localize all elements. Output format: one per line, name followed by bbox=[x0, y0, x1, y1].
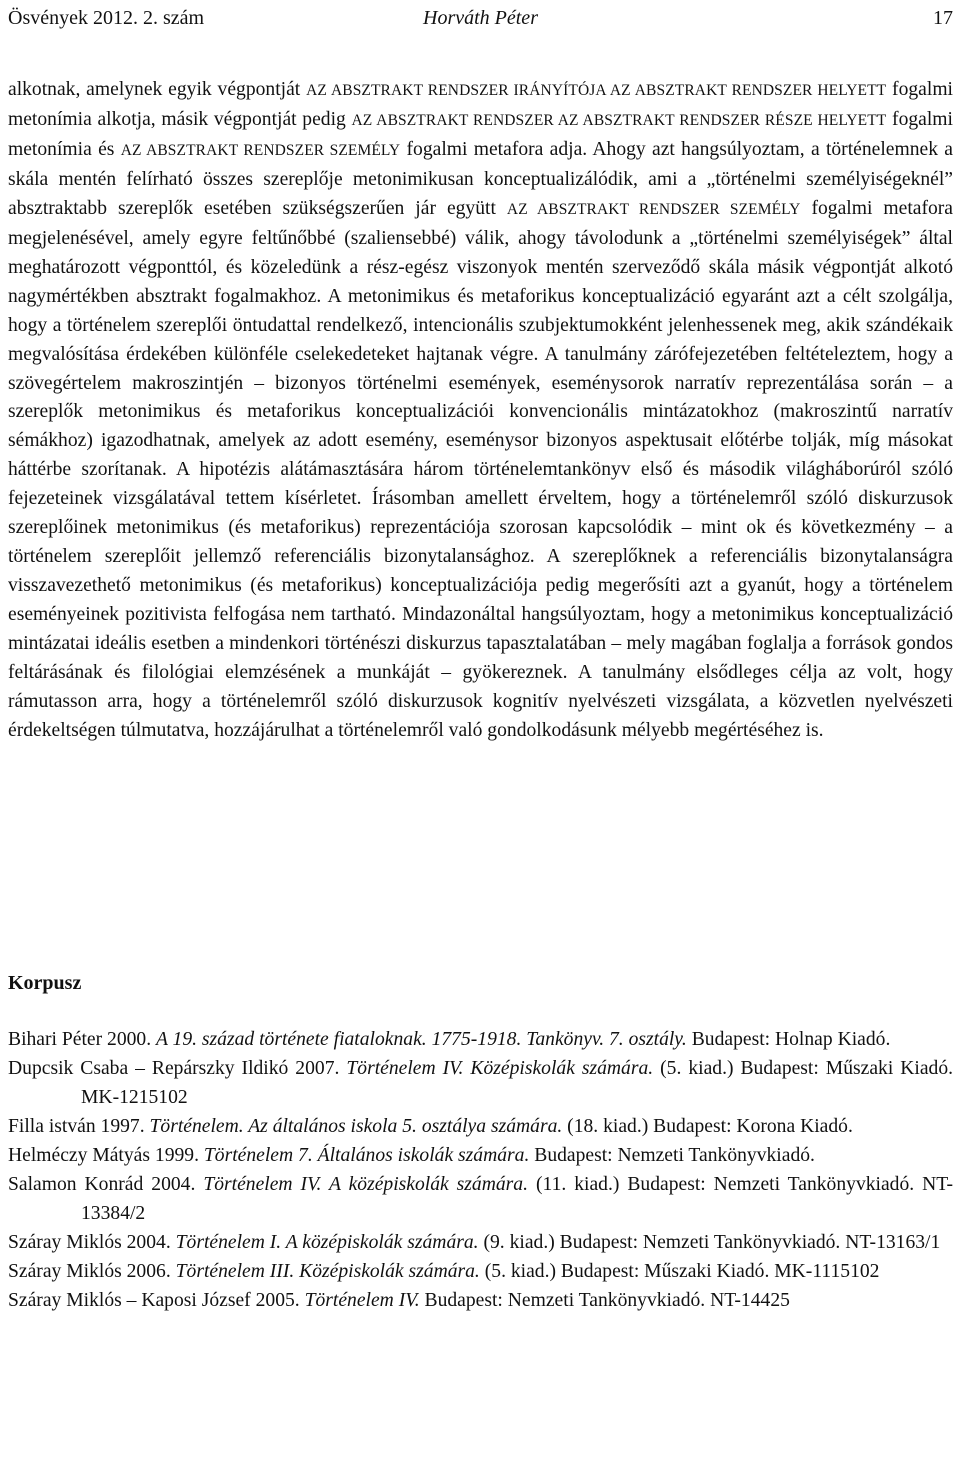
ref-title: Történelem IV. A középiskolák számára. bbox=[203, 1174, 528, 1195]
text-run: alkotnak, amelynek egyik végpontját bbox=[8, 79, 307, 100]
text-run: fogalmi metonímia alkotja, másik végpontját pedig bbox=[8, 79, 953, 130]
ref-title: Történelem IV. Középiskolák számára. bbox=[346, 1058, 654, 1079]
page-header bbox=[8, 3, 953, 33]
section-heading: Korpusz bbox=[8, 972, 82, 994]
small-caps-term: AZ ABSZTRAKT RENDSZER IRÁNYÍTÓJA AZ ABSZTRAKT RENDSZER HELYETT bbox=[306, 82, 887, 99]
ref-title: Történelem IV. bbox=[304, 1290, 420, 1311]
small-caps-term: AZ ABSZTRAKT RENDSZER SZEMÉLY bbox=[506, 200, 801, 218]
text-run: fogalmi metonímia és bbox=[8, 108, 953, 160]
small-caps-term: AZ ABSZTRAKT RENDSZER SZEMÉLY bbox=[120, 141, 401, 159]
ref-author: Száray Miklós 2004. bbox=[8, 1232, 176, 1253]
text-run: fogalmi metafora adja. Ahogy azt hangsúlyoztam, a történelemnek a skála mentén felírható összes szereplője metonimikusan konceptualizálódik, ami a „történelmi személyiségeknél” absztraktabb szereplők esetében szükségszerűen jár együtt bbox=[8, 138, 953, 219]
reference-item bbox=[8, 1286, 953, 1315]
ref-title: A 19. század története fiataloknak. 1775-1918. Tankönyv. 7. osztály. bbox=[156, 1029, 687, 1050]
text-run: fogalmi metafora megjelenésével, amely egyre feltűnőbbé (szaliensebbé) válik, ahogy távolodunk a „történelmi személyiségek” által meghatározott végponttól, és közeledünk a rész-egész viszonyok mentén szerveződő skála másik végpontját alkotó nagymértékben absztrakt fogalmakhoz. A metonimikus és metaforikus konceptualizáció egyaránt azt a célt szolgálja, hogy a történelem szereplői öntudattal rendelkező, intencionális szubjektumokként jelenhessenek meg, akik szándékaik megvalósítása érdekében különféle cselekedeteket hajtanak végre. A tanulmány zárófejezetében feltételeztem, hogy a szövegértelem makroszintjén – bizonyos történelmi események, eseménysorok narratív reprezentálása során – a szereplők metonimikus és metaforikus konceptualizációi konvencionális mintázatokhoz (makroszintű narratív sémákhoz) igazodhatnak, amelyek az adott esemény, eseménysor bizonyos aspektusait előtérbe tolják, míg másokat háttérbe szorítanak. A hipotézis alátámasztására három történelemtankönyv első és második világháborúról szóló fejezeteinek vizsgálatával tettem kísérletet. Írásomban amellett érveltem, hogy a történelemről szóló diskurzusok szereplőinek metonimikus (és metaforikus) reprezentációja szorosan kapcsolódik – mint ok és következmény – a történelem szereplőit jellemző referenciális bizonytalansághoz. A szereplőknek a referenciális bizonytalanságra visszavezethető metonimikus (és metaforikus) konceptualizációja pedig megerősíti azt a gyanút, hogy a történelem eseményeinek pozitivista felfogása nem tartható. Mindazonáltal hangsúlyoztam, hogy a metonimikus konceptualizáció mintázatai ideális esetben a mindenkori történészi diskurzus tapasztalatában – mely magában foglalja a források gondos feltárásának és filológiai elemzésének a munkáját – gyökereznek. A tanulmány elsődleges célja az volt, hogy rámutasson arra, hogy a történelemről szóló diskurzusok kognitív nyelvészeti vizsgálata, a közvetlen nyelvészeti érdekeltségen túlmutatva, hozzájárulhat a történelemről való gondolkodásunk mélyebb megértéséhez is. bbox=[8, 197, 953, 741]
reference-item bbox=[8, 1141, 953, 1170]
ref-publisher: (18. kiad.) Budapest: Korona Kiadó. bbox=[562, 1116, 853, 1137]
journal-title: Ösvények 2012. 2. szám bbox=[8, 7, 205, 29]
reference-item bbox=[8, 1170, 953, 1228]
reference-item bbox=[8, 1228, 953, 1257]
ref-author: Bihari Péter 2000. bbox=[8, 1029, 157, 1050]
ref-title: Történelem 7. Általános iskolák számára. bbox=[203, 1145, 530, 1166]
ref-author: Salamon Konrád 2004. bbox=[8, 1174, 204, 1195]
reference-item bbox=[8, 1112, 953, 1141]
ref-publisher: Budapest: Nemzeti Tankönyvkiadó. bbox=[529, 1145, 815, 1166]
ref-publisher: Budapest: Holnap Kiadó. bbox=[686, 1029, 891, 1050]
page-number: 17 bbox=[933, 7, 953, 29]
paragraph bbox=[8, 76, 953, 746]
small-caps-term: AZ ABSZTRAKT RENDSZER AZ ABSZTRAKT RENDSZER RÉSZE HELYETT bbox=[351, 111, 887, 129]
ref-title: Történelem. Az általános iskola 5. osztálya számára. bbox=[149, 1116, 563, 1137]
ref-publisher: Budapest: Nemzeti Tankönyvkiadó. NT-14425 bbox=[419, 1290, 790, 1311]
body-paragraph bbox=[8, 76, 953, 746]
reference-item bbox=[8, 1025, 953, 1054]
ref-title: Történelem III. Középiskolák számára. bbox=[175, 1261, 480, 1282]
ref-author: Helméczy Mátyás 1999. bbox=[8, 1145, 204, 1166]
author-name: Horváth Péter bbox=[423, 7, 538, 29]
ref-publisher: (5. kiad.) Budapest: Műszaki Kiadó. MK-1115102 bbox=[479, 1261, 880, 1282]
ref-publisher: (9. kiad.) Budapest: Nemzeti Tankönyvkiadó. NT-13163/1 bbox=[478, 1232, 941, 1253]
ref-publisher: (5. kiad.) Budapest: Műszaki Kiadó. MK-1215102 bbox=[81, 1058, 954, 1108]
reference-list bbox=[8, 1025, 953, 1315]
ref-author: Száray Miklós 2006. bbox=[8, 1261, 176, 1282]
ref-author: Filla istván 1997. bbox=[8, 1116, 150, 1137]
reference-item bbox=[8, 1054, 953, 1112]
ref-title: Történelem I. A középiskolák számára. bbox=[175, 1232, 479, 1253]
ref-author: Száray Miklós – Kaposi József 2005. bbox=[8, 1290, 305, 1311]
reference-item bbox=[8, 1257, 953, 1286]
ref-author: Dupcsik Csaba – Repárszky Ildikó 2007. bbox=[8, 1058, 347, 1079]
ref-publisher: (11. kiad.) Budapest: Nemzeti Tankönyvkiadó. NT-13384/2 bbox=[81, 1174, 953, 1224]
